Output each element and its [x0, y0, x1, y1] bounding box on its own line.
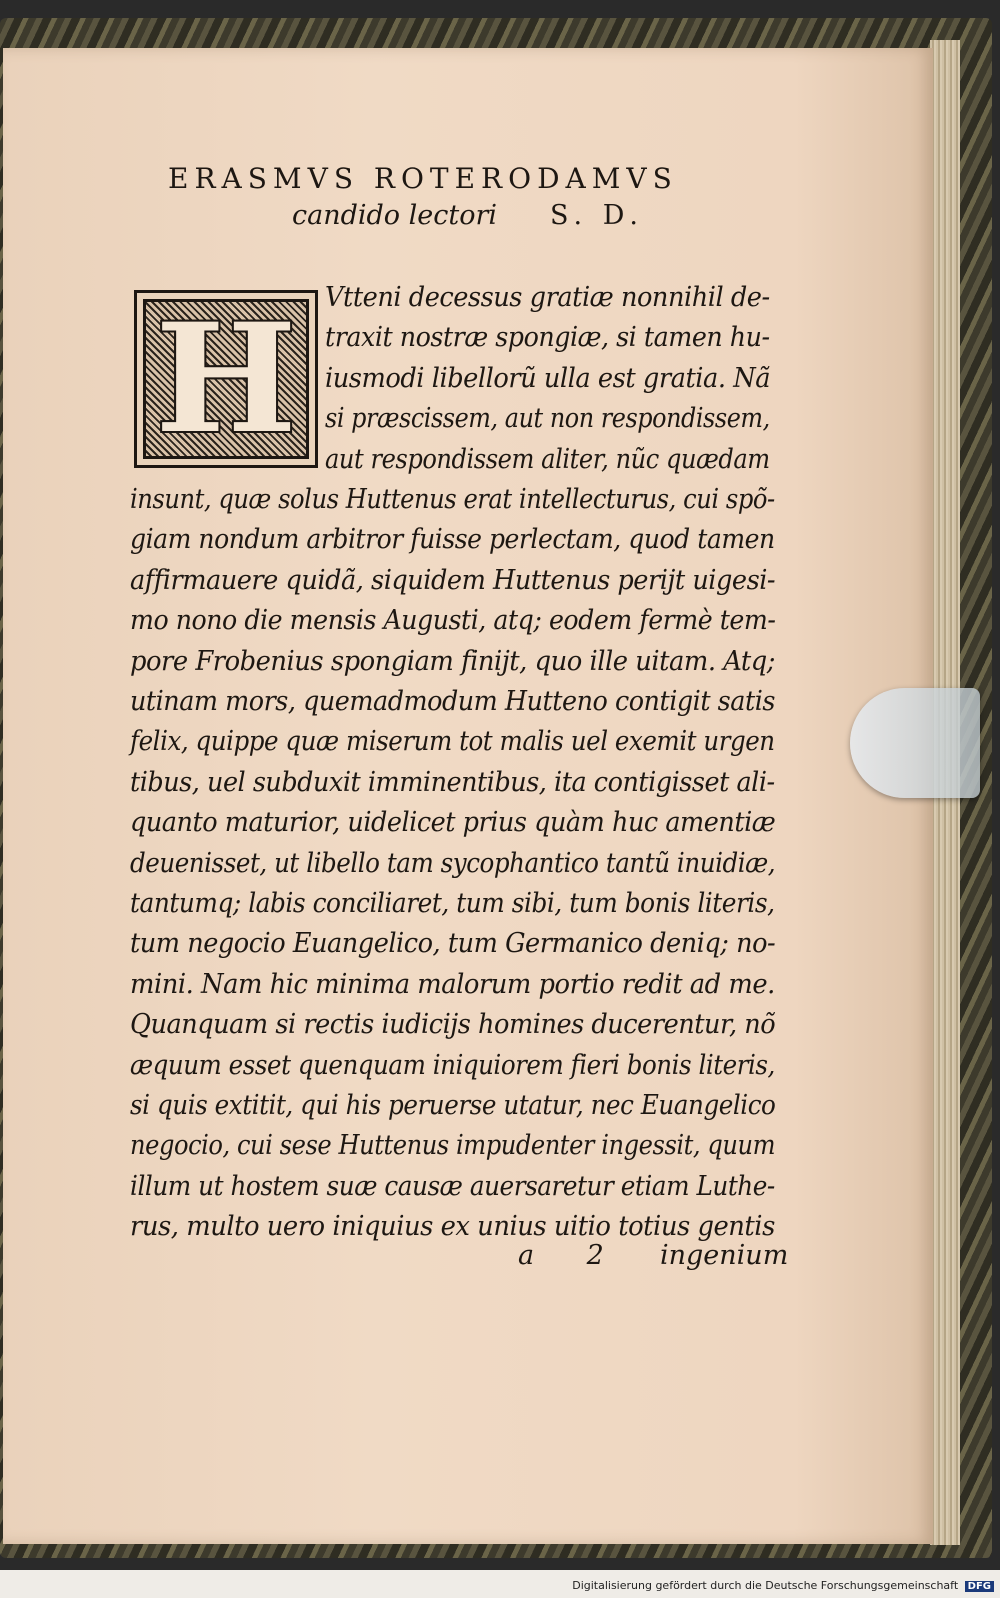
text-line: si quis extitit, qui his peruerse utatur, nec Euangelico [130, 1090, 776, 1121]
text-line: si præscissem, aut non respondissem, [325, 403, 770, 435]
text-line: affirmauere quidã, siquidem Huttenus perijt uigesi- [130, 564, 776, 596]
salutation-greeting: S. D. [550, 200, 644, 231]
text-line: tibus, uel subduxit imminentibus, ita contigisset ali- [130, 766, 775, 798]
text-line: Vtteni decessus gratiæ nonnihil de- [325, 282, 770, 313]
text-line: utinam mors, quemadmodum Hutteno contigit satis [130, 686, 775, 717]
text-line: illum ut hostem suæ causæ auersaretur etiam Luthe- [130, 1170, 775, 1202]
text-line: mini. Nam hic minima malorum portio redit ad me. [130, 968, 775, 1000]
text-line: tum negocio Euangelico, tum Germanico deniq; no- [130, 928, 776, 960]
text-line: quanto maturior, uidelicet prius quàm huc amentiæ [130, 807, 776, 839]
catchword: ingenium [660, 1240, 789, 1271]
salutation-dedication: candido lectori [292, 200, 498, 231]
text-line: Quanquam si rectis iudicijs homines ducerentur, nõ [130, 1009, 776, 1041]
credit-text: Digitalisierung gefördert durch die Deutsche Forschungsgemeinschaft [572, 1579, 959, 1592]
running-head: ERASMVS ROTERODAMVS [168, 162, 678, 195]
text-line: insunt, quæ solus Huttenus erat intellecturus, cui spõ- [130, 484, 775, 515]
text-line: aut respondissem aliter, nũc quædam [325, 443, 770, 475]
text-line: giam nondum arbitror fuisse perlectam, quod tamen [130, 524, 775, 556]
decorated-initial [134, 290, 318, 468]
text-line: tantumq; labis conciliaret, tum sibi, tum bonis literis, [130, 888, 775, 919]
text-line: deuenisset, ut libello tam sycophantico tantũ inuidiæ, [130, 847, 776, 879]
page-clip [850, 688, 980, 798]
digitization-credit [572, 1579, 994, 1592]
initial-letter: H [155, 291, 297, 467]
text-line: rus, multo uero iniquius ex unius uitio totius gentis [130, 1211, 775, 1243]
text-line: felix, quippe quæ miserum tot malis uel exemit urgen [130, 726, 775, 758]
text-line: æquum esset quenquam iniquiorem fieri bonis literis, [130, 1049, 775, 1081]
text-line: negocio, cui sese Huttenus impudenter ingessit, quum [130, 1130, 776, 1162]
text-line: mo nono die mensis Augusti, atq; eodem fermè tem- [130, 605, 776, 637]
signature-mark: a 2 [518, 1240, 626, 1271]
dfg-logo: DFG [965, 1581, 994, 1592]
text-line: iusmodi libellorũ ulla est gratia. Nã [325, 362, 771, 394]
text-line: pore Frobenius spongiam finijt, quo ille uitam. Atq; [130, 645, 776, 677]
text-line: traxit nostræ spongiæ, si tamen hu- [325, 322, 770, 354]
